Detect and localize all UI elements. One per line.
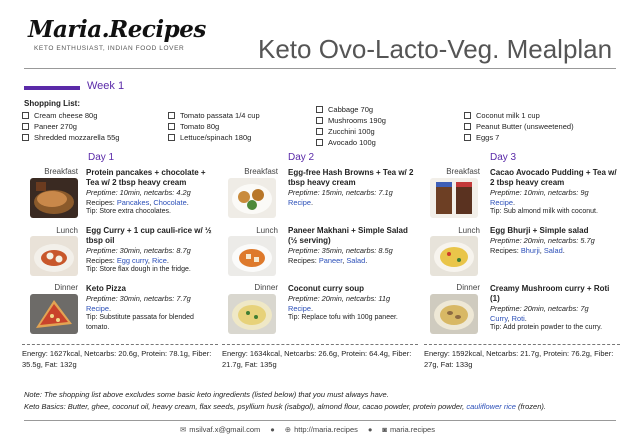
meal-recipes: Recipe.	[288, 303, 314, 313]
mushroom-curry-photo	[430, 294, 478, 334]
meal-name: Keto Pizza	[86, 284, 127, 293]
recipe-link[interactable]: Chocolate	[153, 197, 187, 207]
instagram-icon: ◙	[382, 425, 387, 434]
globe-icon: ⊕	[284, 425, 292, 434]
egg-bhurji-photo	[430, 236, 478, 276]
checkbox-icon[interactable]	[22, 123, 29, 130]
summary-divider	[222, 344, 418, 345]
summary-divider	[22, 344, 218, 345]
meal-type-label: Breakfast	[446, 167, 480, 176]
separator-dot: ●	[270, 425, 275, 434]
recipe-link[interactable]: Recipe	[288, 303, 312, 313]
meal-preptime: Preptime: 30min, netcarbs: 8.7g	[86, 246, 191, 255]
recipe-link[interactable]: Roti	[511, 313, 525, 323]
meal-name: Cacao Avocado Pudding + Tea w/ 2 tbsp heavy cream	[490, 168, 617, 187]
recipe-link[interactable]: Egg curry	[116, 255, 148, 265]
meal-recipes: Recipe.	[288, 197, 314, 207]
shopping-list-title: Shopping List:	[24, 99, 80, 108]
checkbox-icon[interactable]	[168, 112, 175, 119]
checkbox-icon[interactable]	[316, 117, 323, 124]
meal-name: Paneer Makhani + Simple Salad (½ serving)	[288, 226, 408, 245]
shopping-item[interactable]: Avocado 100g	[316, 137, 464, 148]
shopping-item[interactable]: Tomato 80g	[168, 121, 316, 132]
shopping-column-2	[168, 110, 316, 143]
meal-recipes: Recipe.	[86, 303, 112, 313]
checkbox-icon[interactable]	[22, 134, 29, 141]
day-2-label: Day 2	[288, 152, 315, 163]
meal-card	[288, 284, 416, 323]
footer-instagram[interactable]: ◙ maria.recipes	[382, 425, 435, 434]
day-3-label: Day 3	[490, 152, 517, 163]
checkbox-icon[interactable]	[464, 112, 471, 119]
meal-type-label: Dinner	[54, 283, 78, 292]
week-accent-bar	[24, 86, 80, 90]
shopping-item[interactable]: Eggs 7	[464, 132, 612, 143]
note-line-2: Keto Basics: Butter, ghee, coconut oil, heavy cream, flax seeds, psyllium husk (isabgol), almond flour, cacao powder, protein powder, cauliflower rice (frozen).	[24, 402, 546, 411]
recipe-link[interactable]: Recipe	[86, 303, 110, 313]
meal-type-label: Dinner	[456, 283, 480, 292]
meal-preptime: Preptime: 10min, netcarbs: 9g	[490, 188, 589, 197]
shopping-item[interactable]: Zucchini 100g	[316, 126, 464, 137]
recipe-link[interactable]: Paneer	[318, 255, 343, 265]
meal-card	[490, 168, 618, 217]
recipe-link[interactable]: Salad	[543, 245, 563, 255]
coconut-soup-photo	[228, 294, 276, 334]
meal-type-label: Lunch	[458, 226, 480, 235]
shopping-column-3	[316, 104, 464, 148]
meal-preptime: Preptime: 35min, netcarbs: 8.5g	[288, 246, 393, 255]
shopping-column-4	[464, 110, 612, 143]
meal-tip: Tip: Replace tofu with 100g paneer.	[288, 314, 398, 321]
egg-curry-photo	[30, 236, 78, 276]
day-2-summary: Energy: 1634kcal, Netcarbs: 26.6g, Protein: 64.4g, Fiber: 21.7g, Fat: 135g	[222, 349, 412, 369]
meal-recipes: Recipes: Egg curry, Rice.	[86, 255, 169, 265]
meal-preptime: Preptime: 20min, netcarbs: 7g	[490, 304, 589, 313]
meal-tip: Tip: Substitute passata for blended tomato.	[86, 314, 194, 331]
meal-card	[490, 226, 618, 255]
meal-card	[86, 168, 214, 217]
checkbox-icon[interactable]	[168, 123, 175, 130]
shopping-item[interactable]: Lettuce/spinach 180g	[168, 132, 316, 143]
meal-recipes: Curry, Roti.	[490, 313, 527, 323]
meal-type-label: Lunch	[256, 226, 278, 235]
meal-name: Protein pancakes + chocolate + Tea w/ 2 tbsp heavy cream	[86, 168, 206, 187]
meal-type-label: Breakfast	[244, 167, 278, 176]
shopping-item[interactable]: Peanut Butter (unsweetened)	[464, 121, 612, 132]
brand-tagline: KETO ENTHUSIAST, INDIAN FOOD LOVER	[34, 45, 185, 52]
footer-divider	[24, 420, 616, 421]
checkbox-icon[interactable]	[22, 112, 29, 119]
meal-recipes: Recipes: Pancakes, Chocolate.	[86, 197, 189, 207]
title-divider	[24, 68, 616, 69]
email-icon: ✉	[180, 425, 187, 434]
checkbox-icon[interactable]	[168, 134, 175, 141]
meal-preptime: Preptime: 20min, netcarbs: 11g	[288, 294, 391, 303]
meal-preptime: Preptime: 30min, netcarbs: 7.7g	[86, 294, 191, 303]
recipe-link[interactable]: Curry	[490, 313, 508, 323]
shopping-item[interactable]: Shredded mozzarella 55g	[22, 132, 170, 143]
shopping-item[interactable]: Mushrooms 190g	[316, 115, 464, 126]
checkbox-icon[interactable]	[316, 106, 323, 113]
footer-email[interactable]: ✉ msilvaf.x@gmail.com	[180, 425, 261, 434]
recipe-link[interactable]: Recipe	[490, 197, 514, 207]
shopping-item[interactable]: Coconut milk 1 cup	[464, 110, 612, 121]
footer-website[interactable]: ⊕ http://maria.recipes	[284, 425, 358, 434]
meal-card	[86, 226, 214, 275]
meal-type-label: Lunch	[56, 226, 78, 235]
checkbox-icon[interactable]	[316, 139, 323, 146]
meal-name: Creamy Mushroom curry + Roti (1)	[490, 284, 610, 303]
page-title: Keto Ovo-Lacto-Veg. Mealplan	[258, 34, 613, 64]
meal-tip: Tip: Store flax dough in the fridge.	[86, 266, 191, 273]
checkbox-icon[interactable]	[316, 128, 323, 135]
cacao-pudding-photo	[430, 178, 478, 218]
shopping-item[interactable]: Cream cheese 80g	[22, 110, 170, 121]
recipe-link[interactable]: Rice	[152, 255, 167, 265]
paneer-makhani-photo	[228, 236, 276, 276]
day-3-summary: Energy: 1592kcal, Netcarbs: 21.7g, Protein: 76.2g, Fiber: 27g, Fat: 133g	[424, 349, 614, 369]
cauliflower-rice-link[interactable]: cauliflower rice	[466, 402, 516, 411]
recipe-link[interactable]: Bhurji	[520, 245, 540, 255]
recipe-link[interactable]: Salad	[346, 255, 366, 265]
meal-recipes: Recipes: Bhurji, Salad.	[490, 245, 565, 255]
meal-type-label: Dinner	[254, 283, 278, 292]
footer	[180, 425, 435, 434]
separator-dot: ●	[367, 425, 373, 434]
pizza-photo	[30, 294, 78, 334]
meal-type-label: Breakfast	[44, 167, 78, 176]
meal-tip: Tip: Store extra chocolates.	[86, 208, 171, 215]
meal-recipes: Recipes: Paneer, Salad.	[288, 255, 368, 265]
meal-recipes: Recipe.	[490, 197, 516, 207]
meal-name: Coconut curry soup	[288, 284, 365, 293]
day-1-summary: Energy: 1627kcal, Netcarbs: 20.6g, Protein: 78.1g, Fiber: 35.5g, Fat: 132g	[22, 349, 212, 369]
week-label: Week 1	[87, 80, 125, 92]
recipe-link[interactable]: Recipe	[288, 197, 312, 207]
meal-card	[288, 226, 416, 265]
shopping-item[interactable]: Tomato passata 1/4 cup	[168, 110, 316, 121]
meal-preptime: Preptime: 20min, netcarbs: 5.7g	[490, 236, 595, 245]
meal-name: Egg Curry + 1 cup cauli-rice w/ ½ tbsp oil	[86, 226, 212, 245]
checkbox-icon[interactable]	[464, 123, 471, 130]
recipe-link[interactable]: Pancakes	[116, 197, 150, 207]
day-1-label: Day 1	[88, 152, 115, 163]
meal-card	[490, 284, 618, 333]
pancakes-photo	[30, 178, 78, 218]
meal-preptime: Preptime: 10min, netcarbs: 4.2g	[86, 188, 191, 197]
brand-logo: Maria.Recipes	[28, 16, 206, 43]
checkbox-icon[interactable]	[464, 134, 471, 141]
meal-name: Egg-free Hash Browns + Tea w/ 2 tbsp heavy cream	[288, 168, 414, 187]
hash-browns-photo	[228, 178, 276, 218]
shopping-item[interactable]: Cabbage 70g	[316, 104, 464, 115]
meal-tip: Tip: Add protein powder to the curry.	[490, 324, 603, 331]
note-line-1: Note: The shopping list above excludes some basic keto ingredients (listed below) that you must always have.	[24, 390, 389, 399]
meal-name: Egg Bhurji + Simple salad	[490, 226, 589, 235]
shopping-column-1	[22, 110, 170, 143]
keto-basics-note	[24, 389, 624, 413]
shopping-item[interactable]: Paneer 270g	[22, 121, 170, 132]
meal-card	[288, 168, 416, 207]
summary-divider	[424, 344, 620, 345]
meal-tip: Tip: Sub almond milk with coconut.	[490, 208, 598, 215]
meal-preptime: Preptime: 15min, netcarbs: 7.1g	[288, 188, 393, 197]
meal-card	[86, 284, 214, 332]
